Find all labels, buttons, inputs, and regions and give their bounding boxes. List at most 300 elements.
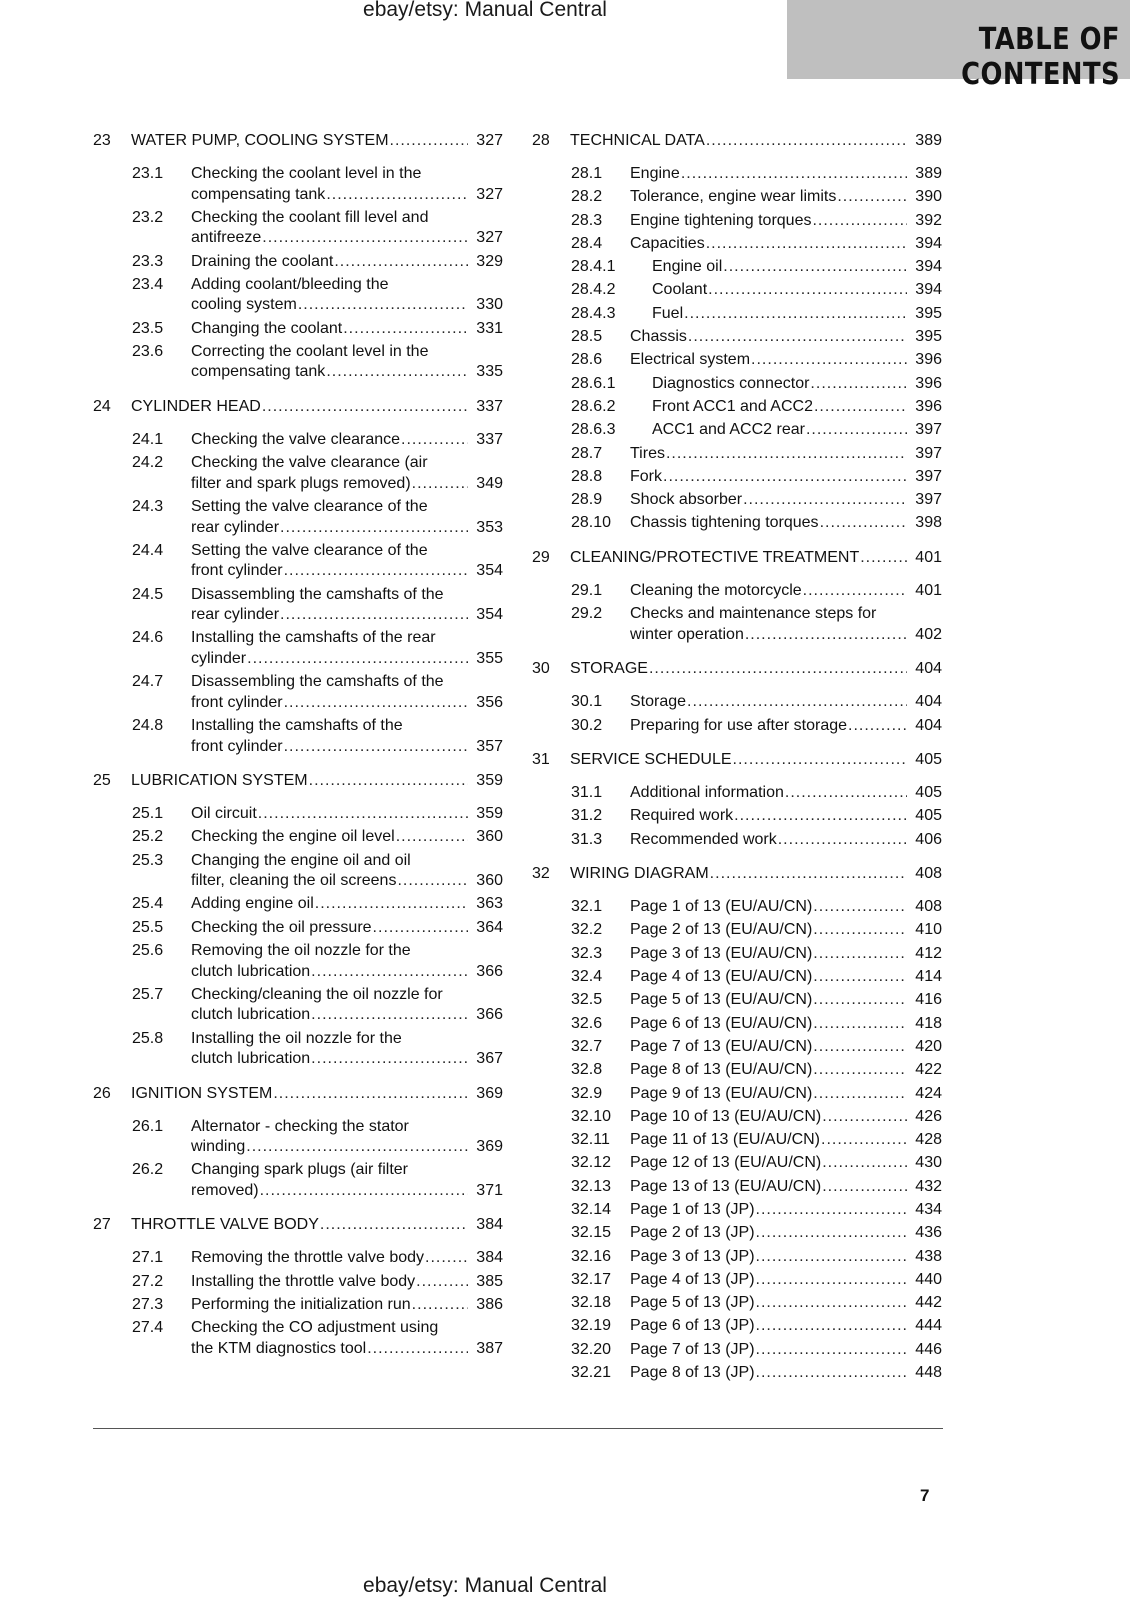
entry-line (630, 1340, 942, 1361)
toc-column-left (93, 130, 503, 1372)
entry-text (191, 941, 503, 982)
entry-title: ACC1 and ACC2 rear (652, 421, 805, 439)
entry-number: 32.15 (571, 1224, 612, 1242)
entry-text (652, 257, 942, 278)
entry-text (191, 585, 503, 626)
entry-page: 390 (915, 188, 942, 206)
entry-line (191, 1339, 503, 1360)
dot-leader (860, 547, 907, 569)
entry-title: Installing the camshafts of the rear (191, 629, 436, 647)
entry-number: 32.16 (571, 1247, 612, 1265)
chapter-page: 389 (915, 132, 942, 149)
toc-entry-28.3[interactable] (532, 211, 942, 232)
toc-entry-28.5[interactable] (532, 327, 942, 348)
entry-number: 28.6 (571, 351, 603, 369)
toc-entry-24.5[interactable] (93, 585, 503, 626)
toc-entry-23.5[interactable] (93, 319, 503, 340)
toc-entry-26.2[interactable] (93, 1160, 503, 1201)
chapter-title-line (570, 863, 942, 885)
toc-entry-23.4[interactable] (93, 275, 503, 316)
entry-line (191, 474, 503, 495)
dot-leader (326, 362, 468, 383)
entry-page: 412 (915, 944, 942, 962)
entry-line (191, 737, 503, 758)
entry-page: 354 (476, 606, 503, 624)
toc-entry-29.1[interactable] (532, 581, 942, 602)
entry-page: 330 (476, 296, 503, 314)
toc-entry-32.16[interactable] (532, 1247, 942, 1268)
entry-page: 394 (915, 258, 942, 276)
toc-entry-28.6.3[interactable] (532, 420, 942, 441)
toc-entry-32.6[interactable] (532, 1014, 942, 1035)
entry-number: 32.9 (571, 1084, 603, 1102)
entry-number: 31.1 (571, 784, 603, 802)
toc-entry-32.3[interactable] (532, 944, 942, 965)
entry-number: 28.4.1 (571, 258, 616, 276)
dot-leader (284, 561, 468, 582)
entry-number: 28.2 (571, 188, 603, 206)
entry-number: 30.2 (571, 716, 603, 734)
entry-text (630, 234, 942, 255)
entry-title: Disassembling the camshafts of the (191, 585, 444, 603)
entry-title: Diagnostics connector (652, 374, 810, 392)
toc-entry-32.10[interactable] (532, 1107, 942, 1128)
entry-title: Page 8 of 13 (EU/AU/CN) (630, 1061, 813, 1079)
entry-number: 27.2 (132, 1272, 164, 1290)
entry-line (630, 604, 942, 625)
entry-page: 395 (915, 304, 942, 322)
entry-number: 25.6 (132, 942, 164, 960)
entry-text (630, 806, 942, 827)
entry-number: 32.5 (571, 991, 603, 1009)
toc-entry-27.1[interactable] (93, 1248, 503, 1269)
entry-number: 28.6.2 (571, 397, 616, 415)
dot-leader (785, 783, 907, 804)
toc-entry-32.8[interactable] (532, 1060, 942, 1081)
toc-entry-28.9[interactable] (532, 490, 942, 511)
dot-leader (806, 420, 907, 441)
entry-page: 434 (915, 1201, 942, 1218)
entry-number: 28.3 (571, 211, 603, 229)
dot-leader (373, 918, 468, 939)
entry-text (630, 967, 942, 988)
entry-line (191, 1049, 503, 1070)
entry-text (630, 1270, 942, 1291)
chapter-number: 28 (532, 132, 550, 149)
entry-title: Page 5 of 13 (JP) (630, 1294, 755, 1312)
entry-line (191, 672, 503, 693)
entry-line (191, 453, 503, 474)
entry-line (630, 1107, 942, 1128)
entry-title: Chassis (630, 328, 687, 346)
entry-title: Installing the camshafts of the (191, 717, 403, 735)
entry-title: winter operation (630, 625, 744, 643)
entry-number: 31.3 (571, 830, 603, 848)
entry-title: Page 9 of 13 (EU/AU/CN) (630, 1084, 813, 1102)
entry-number: 27.3 (132, 1296, 164, 1314)
entry-title: Installing the throttle valve body (191, 1272, 416, 1290)
toc-entry-27.4[interactable] (93, 1318, 503, 1359)
entry-title: Capacities (630, 234, 705, 252)
chapter-title-line (131, 396, 503, 418)
entry-text (630, 350, 942, 371)
entry-title: Adding engine oil (191, 895, 314, 913)
entry-line (191, 693, 503, 714)
dot-leader (425, 1248, 468, 1269)
entry-number: 24.7 (132, 673, 164, 691)
entry-page: 335 (476, 363, 503, 381)
entry-number: 32.12 (571, 1154, 612, 1172)
toc-entry-24.7[interactable] (93, 672, 503, 713)
toc-entry-31.2[interactable] (532, 806, 942, 827)
entry-line (630, 920, 942, 941)
entry-number: 32.6 (571, 1014, 603, 1032)
entry-line (652, 374, 942, 395)
entry-number: 32.14 (571, 1201, 612, 1218)
toc-entry-25.1[interactable] (93, 804, 503, 825)
entry-number: 28.7 (571, 444, 603, 462)
toc-entry-27.2[interactable] (93, 1272, 503, 1293)
toc-chapter-24[interactable] (93, 396, 503, 418)
entry-title: front cylinder (191, 737, 283, 755)
entry-line (191, 319, 503, 340)
dot-leader (343, 319, 468, 340)
chapter-title: CLEANING/PROTECTIVE TREATMENT (570, 548, 860, 566)
entry-line (191, 541, 503, 562)
entry-title: Alternator - checking the stator (191, 1117, 409, 1135)
entry-page: 364 (476, 918, 503, 936)
entry-text (191, 1117, 503, 1158)
entry-line (630, 1200, 942, 1221)
toc-entry-32.14[interactable] (532, 1200, 942, 1221)
entry-page: 369 (476, 1138, 503, 1156)
entry-line (630, 350, 942, 371)
entry-text (630, 1293, 942, 1314)
dot-leader (367, 1339, 468, 1360)
entry-line (191, 185, 503, 206)
entry-page: 387 (476, 1339, 503, 1357)
toc-chapter-27[interactable] (93, 1214, 503, 1236)
toc-entry-32.9[interactable] (532, 1084, 942, 1105)
entry-line (630, 1014, 942, 1035)
toc-entry-28.4[interactable] (532, 234, 942, 255)
toc-entry-25.4[interactable] (93, 894, 503, 915)
entry-page: 398 (915, 514, 942, 532)
entry-number: 32.13 (571, 1177, 612, 1195)
chapter-page: 369 (476, 1084, 503, 1102)
toc-entry-28.6.1[interactable] (532, 374, 942, 395)
entry-line (652, 397, 942, 418)
entry-title: rear cylinder (191, 606, 280, 624)
entry-number: 32.11 (571, 1131, 610, 1149)
entry-number: 25.2 (132, 828, 164, 846)
dot-leader (681, 164, 907, 185)
entry-text (630, 1247, 942, 1268)
entry-number: 32.21 (571, 1364, 612, 1382)
toc-entry-24.6[interactable] (93, 628, 503, 669)
entry-line (191, 851, 503, 872)
dot-leader (733, 749, 907, 771)
entry-title: Engine (630, 165, 680, 182)
toc-entry-30.1[interactable] (532, 692, 942, 713)
toc-entry-32.7[interactable] (532, 1037, 942, 1058)
entry-line (191, 628, 503, 649)
entry-title: clutch lubrication (191, 1050, 311, 1068)
chapter-number: 24 (93, 397, 111, 415)
entry-text (652, 374, 942, 395)
dot-leader (710, 863, 907, 885)
toc-chapter-block (93, 1083, 503, 1202)
entry-title: Checking the valve clearance (air (191, 454, 428, 472)
chapter-number: 29 (532, 548, 550, 566)
entry-text (630, 1014, 942, 1035)
dot-leader (848, 716, 907, 737)
chapter-title: LUBRICATION SYSTEM (131, 772, 308, 790)
entry-title: Coolant (652, 281, 708, 299)
entry-line (191, 561, 503, 582)
toc-chapter-31[interactable] (532, 749, 942, 771)
entry-number: 23.5 (132, 319, 164, 337)
entry-page: 424 (915, 1084, 942, 1102)
toc-entry-23.2[interactable] (93, 208, 503, 249)
entry-page: 397 (915, 444, 942, 462)
entry-title: Page 11 of 13 (EU/AU/CN) (630, 1131, 821, 1149)
entry-text (652, 280, 942, 301)
dot-leader (822, 1177, 907, 1198)
toc-entry-28.8[interactable] (532, 467, 942, 488)
toc-entry-28.1[interactable] (532, 164, 942, 185)
entry-text (630, 783, 942, 804)
dot-leader (813, 1037, 907, 1058)
entry-page: 418 (915, 1014, 942, 1032)
entry-title: Performing the initialization run (191, 1296, 411, 1314)
entry-title: Checking the CO adjustment using (191, 1319, 439, 1337)
entry-text (191, 628, 503, 669)
entry-title: front cylinder (191, 562, 283, 580)
entry-line (630, 187, 942, 208)
chapter-title-line (570, 658, 942, 680)
entry-title: Page 1 of 13 (JP) (630, 1201, 755, 1218)
entry-title: Engine oil (652, 258, 723, 276)
toc-entry-28.6.2[interactable] (532, 397, 942, 418)
toc-entry-32.13[interactable] (532, 1177, 942, 1198)
entry-title: Page 3 of 13 (EU/AU/CN) (630, 944, 813, 962)
entry-text (191, 252, 503, 273)
entry-title: Front ACC1 and ACC2 (652, 397, 813, 415)
dot-leader (778, 830, 907, 851)
toc-entry-28.10[interactable] (532, 513, 942, 534)
toc-entry-23.6[interactable] (93, 342, 503, 383)
entry-title: antifreeze (191, 229, 262, 247)
toc-entry-23.3[interactable] (93, 252, 503, 273)
dot-leader (666, 444, 907, 465)
dot-leader (813, 1084, 907, 1105)
toc-entry-24.3[interactable] (93, 497, 503, 538)
dot-leader (397, 871, 468, 892)
dot-leader (745, 625, 907, 646)
entry-page: 349 (476, 474, 503, 492)
entry-page: 327 (476, 229, 503, 247)
dot-leader (390, 130, 468, 152)
toc-entry-31.3[interactable] (532, 830, 942, 851)
entry-title: Oil circuit (191, 805, 257, 823)
entry-title: Setting the valve clearance of the (191, 541, 428, 559)
dot-leader (284, 693, 468, 714)
entry-line (652, 257, 942, 278)
toc-entry-29.2[interactable] (532, 604, 942, 645)
dot-leader (756, 1223, 907, 1244)
toc-entry-32.4[interactable] (532, 967, 942, 988)
toc-entry-25.8[interactable] (93, 1029, 503, 1070)
entry-line (630, 1037, 942, 1058)
entry-line (191, 1248, 503, 1269)
toc-entry-32.2[interactable] (532, 920, 942, 941)
toc-entry-30.2[interactable] (532, 716, 942, 737)
toc-entry-24.4[interactable] (93, 541, 503, 582)
chapter-page: 404 (915, 660, 942, 678)
entry-text (630, 444, 942, 465)
toc-column-right (532, 130, 942, 1397)
toc-entry-26.1[interactable] (93, 1117, 503, 1158)
entry-page: 428 (915, 1131, 942, 1149)
toc-entry-32.15[interactable] (532, 1223, 942, 1244)
entry-title: Checking the coolant fill level and (191, 208, 429, 226)
toc-chapter-30[interactable] (532, 658, 942, 680)
dot-leader (663, 467, 907, 488)
entry-page: 396 (915, 397, 942, 415)
entry-text (630, 1084, 942, 1105)
entry-page: 337 (476, 430, 503, 448)
entry-line (630, 1153, 942, 1174)
toc-entry-32.5[interactable] (532, 990, 942, 1011)
toc-entry-32.17[interactable] (532, 1270, 942, 1291)
entry-text (630, 1363, 942, 1384)
entry-title: Tolerance, engine wear limits (630, 188, 837, 206)
entry-line (191, 804, 503, 825)
entry-number: 24.4 (132, 541, 164, 559)
toc-chapter-32[interactable] (532, 863, 942, 885)
toc-entry-32.11[interactable] (532, 1130, 942, 1151)
entry-text (652, 397, 942, 418)
entry-text (191, 1160, 503, 1201)
entry-line (630, 944, 942, 965)
entry-number: 32.10 (571, 1107, 612, 1125)
dot-leader (756, 1316, 907, 1337)
entry-number: 32.1 (571, 898, 603, 916)
toc-chapter-25[interactable] (93, 770, 503, 792)
toc-entry-32.20[interactable] (532, 1340, 942, 1361)
toc-entry-23.1[interactable] (93, 164, 503, 205)
toc-entry-28.6[interactable] (532, 350, 942, 371)
toc-entry-25.5[interactable] (93, 918, 503, 939)
dot-leader (280, 605, 468, 626)
entry-number: 24.3 (132, 498, 164, 516)
entry-page: 444 (915, 1317, 942, 1335)
entry-text (191, 541, 503, 582)
toc-chapter-26[interactable] (93, 1083, 503, 1105)
dot-leader (280, 518, 468, 539)
entry-text (191, 164, 503, 205)
toc-chapter-block (532, 547, 942, 645)
toc-entry-25.6[interactable] (93, 941, 503, 982)
dot-leader (416, 1272, 468, 1293)
entry-number: 32.18 (571, 1294, 612, 1312)
entry-number: 31.2 (571, 807, 603, 825)
watermark-bottom: ebay/etsy: Manual Central (363, 1574, 607, 1597)
entry-page: 331 (476, 319, 503, 337)
toc-chapter-block (93, 770, 503, 1070)
toc-entry-32.18[interactable] (532, 1293, 942, 1314)
entry-number: 28.4 (571, 234, 603, 252)
chapter-number: 23 (93, 132, 111, 149)
toc-entry-32.21[interactable] (532, 1363, 942, 1384)
toc-entry-32.12[interactable] (532, 1153, 942, 1174)
toc-chapter-28[interactable] (532, 130, 942, 152)
dot-leader (734, 806, 907, 827)
entry-title: Disassembling the camshafts of the (191, 673, 444, 691)
entry-number: 24.1 (132, 430, 164, 448)
entry-line (630, 490, 942, 511)
chapter-number: 25 (93, 772, 111, 790)
entry-title: Additional information (630, 784, 784, 802)
entry-page: 389 (915, 165, 942, 182)
dot-leader (756, 1247, 907, 1268)
entry-number: 32.4 (571, 968, 603, 986)
toc-entry-25.3[interactable] (93, 851, 503, 892)
toc-entry-28.4.3[interactable] (532, 304, 942, 325)
entry-title: front cylinder (191, 693, 283, 711)
toc-chapter-29[interactable] (532, 547, 942, 569)
toc-entry-32.1[interactable] (532, 897, 942, 918)
toc-entry-28.7[interactable] (532, 444, 942, 465)
entry-line (191, 605, 503, 626)
toc-entry-24.8[interactable] (93, 716, 503, 757)
toc-entry-24.1[interactable] (93, 430, 503, 451)
entry-title: filter, cleaning the oil screens (191, 872, 397, 890)
entry-title: compensating tank (191, 185, 326, 203)
entry-text (191, 453, 503, 494)
entry-line (191, 1181, 503, 1202)
entry-title: cylinder (191, 649, 247, 667)
toc-entry-28.4.2[interactable] (532, 280, 942, 301)
entry-title: filter and spark plugs removed) (191, 474, 411, 492)
toc-entry-24.2[interactable] (93, 453, 503, 494)
dot-leader (246, 1137, 468, 1158)
entry-line (630, 1247, 942, 1268)
toc-entry-25.2[interactable] (93, 827, 503, 848)
page-title: TABLE OF CONTENTS (961, 22, 1120, 92)
toc-chapter-23[interactable] (93, 130, 503, 152)
dot-leader (813, 944, 907, 965)
dot-leader (751, 350, 907, 371)
toc-entry-25.7[interactable] (93, 985, 503, 1026)
toc-entry-32.19[interactable] (532, 1316, 942, 1337)
toc-entry-28.4.1[interactable] (532, 257, 942, 278)
chapter-title-line (131, 130, 503, 152)
entry-page: 402 (915, 625, 942, 643)
toc-entry-27.3[interactable] (93, 1295, 503, 1316)
entry-text (191, 827, 503, 848)
entry-number: 25.3 (132, 851, 164, 869)
entry-title: Required work (630, 807, 734, 825)
toc-entry-31.1[interactable] (532, 783, 942, 804)
toc-entry-28.2[interactable] (532, 187, 942, 208)
entry-number: 28.1 (571, 165, 603, 182)
toc-chapter-block (93, 396, 503, 757)
entry-text (191, 716, 503, 757)
entry-title: Electrical system (630, 351, 751, 369)
entry-line (630, 1270, 942, 1291)
